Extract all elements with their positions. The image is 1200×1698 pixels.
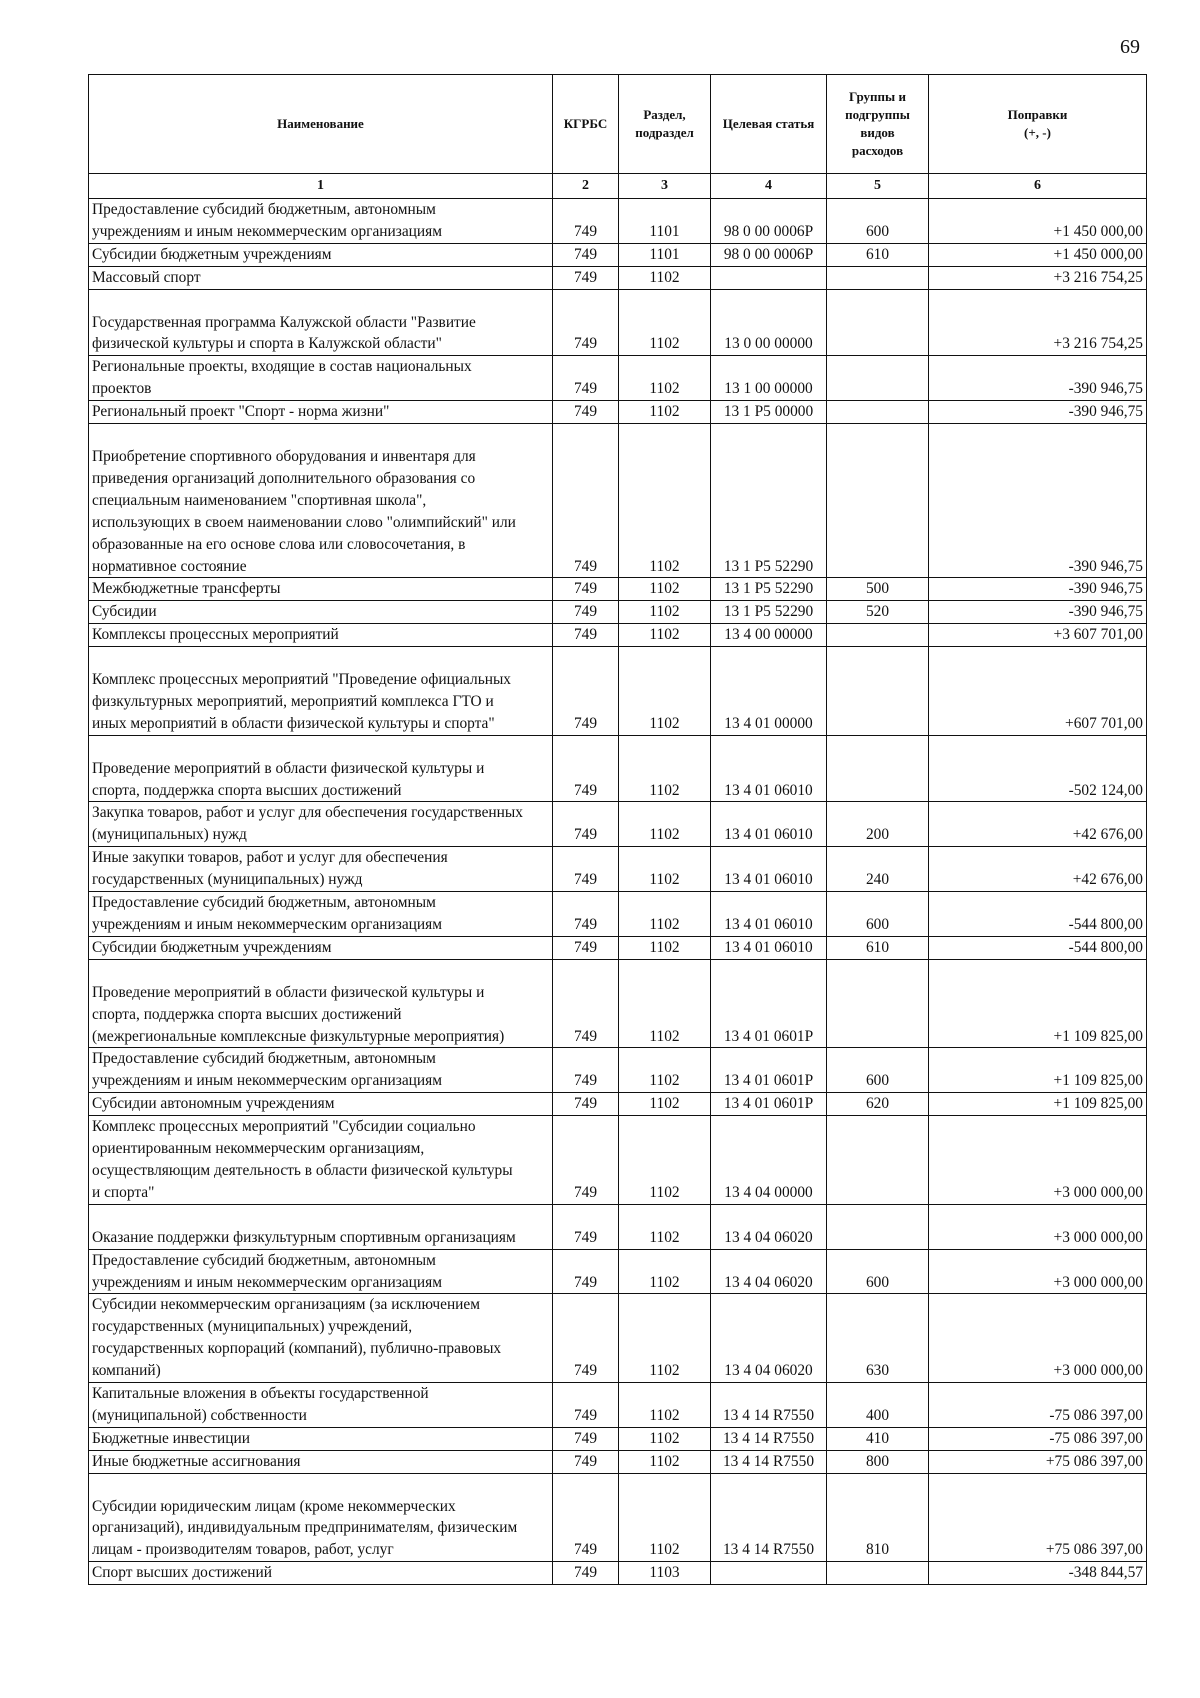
table-row <box>89 1048 1147 1093</box>
cell-name: Субсидии юридическим лицам (кроме некоммерческих организаций), индивидуальным предпринимателям, физическим лицам - производителям товаров, работ, услуг <box>89 1473 553 1562</box>
cell-kgrbs: 749 <box>553 936 619 959</box>
table-row <box>89 1116 1147 1205</box>
cell-target: 13 0 00 00000 <box>711 289 827 356</box>
cell-name: Региональные проекты, входящие в состав национальных проектов <box>89 356 553 401</box>
cell-name: Субсидии автономным учреждениям <box>89 1093 553 1116</box>
cell-amount: +1 109 825,00 <box>929 959 1147 1048</box>
table-row <box>89 401 1147 424</box>
cell-section: 1102 <box>619 1450 711 1473</box>
table-row <box>89 735 1147 802</box>
cell-group: 600 <box>827 1249 929 1294</box>
cell-name: Межбюджетные трансферты <box>89 578 553 601</box>
cell-section: 1103 <box>619 1562 711 1585</box>
cell-kgrbs: 749 <box>553 802 619 847</box>
cell-target: 13 4 14 R7550 <box>711 1450 827 1473</box>
cell-amount: -544 800,00 <box>929 936 1147 959</box>
cell-group: 800 <box>827 1450 929 1473</box>
cell-group: 520 <box>827 601 929 624</box>
column-number: 2 <box>553 174 619 199</box>
column-number-row <box>89 174 1147 199</box>
table-row <box>89 1562 1147 1585</box>
cell-name: Иные бюджетные ассигнования <box>89 1450 553 1473</box>
cell-amount: -502 124,00 <box>929 735 1147 802</box>
cell-section: 1102 <box>619 1427 711 1450</box>
cell-target: 13 4 01 06010 <box>711 735 827 802</box>
cell-amount: +3 216 754,25 <box>929 266 1147 289</box>
cell-kgrbs: 749 <box>553 1249 619 1294</box>
table-row <box>89 424 1147 578</box>
cell-section: 1102 <box>619 1383 711 1428</box>
cell-name: Проведение мероприятий в области физической культуры и спорта, поддержка спорта высших достижений (межрегиональные комплексные физкультурные мероприятия) <box>89 959 553 1048</box>
cell-amount: -348 844,57 <box>929 1562 1147 1585</box>
cell-kgrbs: 749 <box>553 1048 619 1093</box>
cell-name: Бюджетные инвестиции <box>89 1427 553 1450</box>
table-row <box>89 601 1147 624</box>
cell-name: Предоставление субсидий бюджетным, автономным учреждениям и иным некоммерческим организациям <box>89 1048 553 1093</box>
cell-target: 13 1 Р5 52290 <box>711 578 827 601</box>
column-number: 5 <box>827 174 929 199</box>
table-row <box>89 802 1147 847</box>
cell-group <box>827 1204 929 1249</box>
cell-name: Комплекс процессных мероприятий "Проведение официальных физкультурных мероприятий, мероприятий комплекса ГТО и иных мероприятий в области физической культуры и спорта" <box>89 647 553 736</box>
cell-kgrbs: 749 <box>553 1427 619 1450</box>
cell-target: 13 4 01 06010 <box>711 892 827 937</box>
cell-target: 13 4 01 0601Р <box>711 1093 827 1116</box>
table-row <box>89 289 1147 356</box>
cell-kgrbs: 749 <box>553 1116 619 1205</box>
cell-kgrbs: 749 <box>553 266 619 289</box>
cell-target: 13 4 01 00000 <box>711 647 827 736</box>
header-name: Наименование <box>89 75 553 174</box>
cell-kgrbs: 749 <box>553 289 619 356</box>
cell-amount: +42 676,00 <box>929 847 1147 892</box>
cell-name: Субсидии <box>89 601 553 624</box>
cell-kgrbs: 749 <box>553 601 619 624</box>
cell-kgrbs: 749 <box>553 1473 619 1562</box>
table-row <box>89 1427 1147 1450</box>
cell-name: Проведение мероприятий в области физической культуры и спорта, поддержка спорта высших достижений <box>89 735 553 802</box>
table-row <box>89 1473 1147 1562</box>
cell-target: 13 4 01 0601Р <box>711 1048 827 1093</box>
cell-group <box>827 624 929 647</box>
cell-target: 13 4 00 00000 <box>711 624 827 647</box>
cell-target: 13 4 04 06020 <box>711 1204 827 1249</box>
cell-name: Массовый спорт <box>89 266 553 289</box>
cell-kgrbs: 749 <box>553 892 619 937</box>
cell-amount: -390 946,75 <box>929 601 1147 624</box>
table-row <box>89 936 1147 959</box>
cell-section: 1102 <box>619 424 711 578</box>
cell-amount: +3 607 701,00 <box>929 624 1147 647</box>
cell-amount: -390 946,75 <box>929 578 1147 601</box>
cell-amount: +75 086 397,00 <box>929 1450 1147 1473</box>
table-row <box>89 1204 1147 1249</box>
cell-amount: -390 946,75 <box>929 356 1147 401</box>
cell-group <box>827 266 929 289</box>
cell-group: 500 <box>827 578 929 601</box>
table-row <box>89 959 1147 1048</box>
cell-amount: +3 216 754,25 <box>929 289 1147 356</box>
cell-group: 620 <box>827 1093 929 1116</box>
cell-kgrbs: 749 <box>553 424 619 578</box>
cell-target <box>711 1562 827 1585</box>
cell-name: Закупка товаров, работ и услуг для обеспечения государственных (муниципальных) нужд <box>89 802 553 847</box>
cell-kgrbs: 749 <box>553 578 619 601</box>
cell-name: Субсидии бюджетным учреждениям <box>89 243 553 266</box>
cell-target: 13 1 00 00000 <box>711 356 827 401</box>
cell-amount: +3 000 000,00 <box>929 1249 1147 1294</box>
cell-target: 13 4 04 00000 <box>711 1116 827 1205</box>
cell-target: 13 1 Р5 00000 <box>711 401 827 424</box>
header-row <box>89 75 1147 174</box>
cell-amount: +1 450 000,00 <box>929 243 1147 266</box>
cell-name: Субсидии бюджетным учреждениям <box>89 936 553 959</box>
cell-amount: +3 000 000,00 <box>929 1116 1147 1205</box>
cell-target: 13 4 14 R7550 <box>711 1473 827 1562</box>
cell-name: Спорт высших достижений <box>89 1562 553 1585</box>
cell-amount: -75 086 397,00 <box>929 1383 1147 1428</box>
cell-amount: +1 109 825,00 <box>929 1093 1147 1116</box>
table-row <box>89 1294 1147 1383</box>
cell-kgrbs: 749 <box>553 243 619 266</box>
column-number: 6 <box>929 174 1147 199</box>
cell-kgrbs: 749 <box>553 847 619 892</box>
cell-group: 610 <box>827 243 929 266</box>
cell-group <box>827 1562 929 1585</box>
column-number: 1 <box>89 174 553 199</box>
cell-name: Предоставление субсидий бюджетным, автономным учреждениям и иным некоммерческим организациям <box>89 892 553 937</box>
table-row <box>89 1249 1147 1294</box>
table-row <box>89 624 1147 647</box>
cell-group <box>827 735 929 802</box>
header-amendments: Поправки (+, -) <box>929 75 1147 174</box>
cell-target <box>711 266 827 289</box>
cell-name: Капитальные вложения в объекты государственной (муниципальной) собственности <box>89 1383 553 1428</box>
cell-section: 1102 <box>619 1204 711 1249</box>
cell-kgrbs: 749 <box>553 1204 619 1249</box>
cell-section: 1102 <box>619 892 711 937</box>
table-row <box>89 1450 1147 1473</box>
cell-group <box>827 1116 929 1205</box>
cell-section: 1102 <box>619 647 711 736</box>
cell-group: 410 <box>827 1427 929 1450</box>
cell-kgrbs: 749 <box>553 1562 619 1585</box>
cell-kgrbs: 749 <box>553 735 619 802</box>
cell-target: 13 4 01 06010 <box>711 802 827 847</box>
cell-amount: +1 109 825,00 <box>929 1048 1147 1093</box>
cell-target: 13 1 Р5 52290 <box>711 424 827 578</box>
header-target: Целевая статья <box>711 75 827 174</box>
header-groups: Группы и подгруппы видов расходов <box>827 75 929 174</box>
cell-amount: -544 800,00 <box>929 892 1147 937</box>
cell-kgrbs: 749 <box>553 647 619 736</box>
cell-section: 1102 <box>619 936 711 959</box>
cell-amount: +75 086 397,00 <box>929 1473 1147 1562</box>
cell-group <box>827 959 929 1048</box>
cell-group: 810 <box>827 1473 929 1562</box>
cell-kgrbs: 749 <box>553 959 619 1048</box>
cell-section: 1102 <box>619 601 711 624</box>
cell-amount: +3 000 000,00 <box>929 1294 1147 1383</box>
cell-name: Государственная программа Калужской области "Развитие физической культуры и спорта в Калужской области" <box>89 289 553 356</box>
cell-group: 240 <box>827 847 929 892</box>
cell-kgrbs: 749 <box>553 1450 619 1473</box>
cell-section: 1102 <box>619 289 711 356</box>
cell-section: 1102 <box>619 959 711 1048</box>
cell-name: Предоставление субсидий бюджетным, автономным учреждениям и иным некоммерческим организациям <box>89 199 553 244</box>
cell-name: Оказание поддержки физкультурным спортивным организациям <box>89 1204 553 1249</box>
cell-section: 1102 <box>619 1116 711 1205</box>
cell-target: 13 4 04 06020 <box>711 1294 827 1383</box>
cell-section: 1101 <box>619 199 711 244</box>
cell-target: 98 0 00 0006Р <box>711 199 827 244</box>
cell-amount: -390 946,75 <box>929 424 1147 578</box>
cell-target: 13 4 04 06020 <box>711 1249 827 1294</box>
cell-kgrbs: 749 <box>553 1383 619 1428</box>
table-row <box>89 199 1147 244</box>
cell-target: 13 4 01 06010 <box>711 847 827 892</box>
cell-section: 1102 <box>619 401 711 424</box>
cell-section: 1102 <box>619 266 711 289</box>
table-body <box>89 199 1147 1585</box>
cell-section: 1102 <box>619 1294 711 1383</box>
cell-kgrbs: 749 <box>553 1093 619 1116</box>
cell-amount: +607 701,00 <box>929 647 1147 736</box>
column-number: 4 <box>711 174 827 199</box>
table-row <box>89 1093 1147 1116</box>
cell-group: 200 <box>827 802 929 847</box>
cell-section: 1102 <box>619 1249 711 1294</box>
header-section: Раздел, подраздел <box>619 75 711 174</box>
budget-table <box>88 74 1147 1585</box>
cell-target: 13 4 01 0601Р <box>711 959 827 1048</box>
cell-amount: +42 676,00 <box>929 802 1147 847</box>
cell-group: 400 <box>827 1383 929 1428</box>
cell-kgrbs: 749 <box>553 624 619 647</box>
cell-name: Субсидии некоммерческим организациям (за исключением государственных (муниципальных) учреждений, государственных корпораций (компаний), публично-правовых компаний) <box>89 1294 553 1383</box>
cell-group: 630 <box>827 1294 929 1383</box>
cell-section: 1102 <box>619 578 711 601</box>
column-number: 3 <box>619 174 711 199</box>
cell-name: Предоставление субсидий бюджетным, автономным учреждениям и иным некоммерческим организациям <box>89 1249 553 1294</box>
page-number: 69 <box>1120 36 1140 58</box>
cell-section: 1102 <box>619 802 711 847</box>
cell-kgrbs: 749 <box>553 401 619 424</box>
table-row <box>89 578 1147 601</box>
cell-group <box>827 289 929 356</box>
cell-name: Региональный проект "Спорт - норма жизни" <box>89 401 553 424</box>
cell-amount: -75 086 397,00 <box>929 1427 1147 1450</box>
cell-group <box>827 424 929 578</box>
cell-target: 98 0 00 0006Р <box>711 243 827 266</box>
table-row <box>89 356 1147 401</box>
cell-kgrbs: 749 <box>553 356 619 401</box>
cell-group <box>827 356 929 401</box>
cell-target: 13 4 14 R7550 <box>711 1427 827 1450</box>
cell-amount: +3 000 000,00 <box>929 1204 1147 1249</box>
cell-group: 600 <box>827 892 929 937</box>
cell-section: 1102 <box>619 1473 711 1562</box>
cell-group: 600 <box>827 199 929 244</box>
cell-group: 600 <box>827 1048 929 1093</box>
cell-section: 1102 <box>619 1093 711 1116</box>
cell-name: Приобретение спортивного оборудования и инвентаря для приведения организаций дополнительного образования со специальным наименованием "спортивная школа", использующих в своем наименовании слово "олимпийский" или образованные на его основе слова или словосочетания, в нормативное состояние <box>89 424 553 578</box>
table-row <box>89 892 1147 937</box>
cell-group: 610 <box>827 936 929 959</box>
cell-section: 1102 <box>619 356 711 401</box>
table-row <box>89 266 1147 289</box>
cell-target: 13 1 Р5 52290 <box>711 601 827 624</box>
cell-name: Комплексы процессных мероприятий <box>89 624 553 647</box>
cell-amount: +1 450 000,00 <box>929 199 1147 244</box>
cell-section: 1102 <box>619 1048 711 1093</box>
cell-kgrbs: 749 <box>553 1294 619 1383</box>
table-row <box>89 847 1147 892</box>
table-row <box>89 243 1147 266</box>
cell-name: Иные закупки товаров, работ и услуг для обеспечения государственных (муниципальных) нужд <box>89 847 553 892</box>
cell-section: 1102 <box>619 624 711 647</box>
cell-amount: -390 946,75 <box>929 401 1147 424</box>
cell-section: 1102 <box>619 847 711 892</box>
cell-section: 1101 <box>619 243 711 266</box>
cell-group <box>827 647 929 736</box>
table-row <box>89 1383 1147 1428</box>
cell-section: 1102 <box>619 735 711 802</box>
table-row <box>89 647 1147 736</box>
cell-kgrbs: 749 <box>553 199 619 244</box>
cell-name: Комплекс процессных мероприятий "Субсидии социально ориентированным некоммерческим организациям, осуществляющим деятельность в области физической культуры и спорта" <box>89 1116 553 1205</box>
header-kgrbs: КГРБС <box>553 75 619 174</box>
cell-target: 13 4 14 R7550 <box>711 1383 827 1428</box>
cell-target: 13 4 01 06010 <box>711 936 827 959</box>
cell-group <box>827 401 929 424</box>
